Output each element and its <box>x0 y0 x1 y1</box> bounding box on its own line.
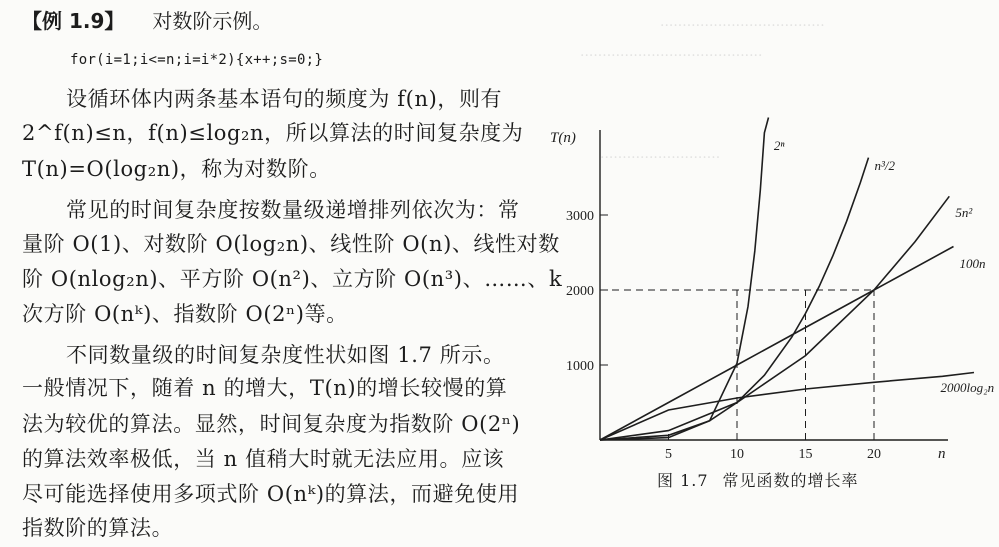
paragraph-line: 常见的时间复杂度按数量级递增排列依次为：常 <box>66 198 520 222</box>
x-tick-label: 5 <box>665 447 672 462</box>
paragraph-line: 指数阶的算法。 <box>22 516 174 540</box>
paragraph-line: 法为较优的算法。显然，时间复杂度为指数阶 O(2ⁿ) <box>22 412 521 436</box>
x-tick-label: 20 <box>867 447 881 462</box>
y-axis-label: T(n) <box>550 130 576 146</box>
x-tick-label: 15 <box>798 447 813 462</box>
figure-number: 图 1.7 <box>657 471 709 490</box>
series-line <box>600 158 869 440</box>
paragraph-line: T(n)=O(log₂n)，称为对数阶。 <box>22 157 331 181</box>
growth-rate-chart <box>540 120 995 462</box>
x-axis-label: n <box>938 446 946 462</box>
paragraph-line: 的算法效率极低，当 n 值稍大时就无法应用。应该 <box>22 447 505 471</box>
series-label: 2000log₂n <box>940 380 995 395</box>
series-label: 5n² <box>955 205 973 220</box>
example-title: 对数阶示例。 <box>152 9 273 33</box>
paragraph-line: 尽可能选择使用多项式阶 O(nᵏ)的算法，而避免使用 <box>22 482 520 506</box>
series-line <box>600 373 974 441</box>
series-label: 100n <box>959 256 986 271</box>
y-tick-label: 3000 <box>566 209 594 224</box>
paragraph-line: 次方阶 O(nᵏ)、指数阶 O(2ⁿ)等。 <box>22 302 348 326</box>
paragraph-line: 2^f(n)≤n，f(n)≤log₂n，所以算法的时间复杂度为 <box>22 121 524 145</box>
example-heading <box>22 5 272 34</box>
series-label: n³/2 <box>874 158 896 173</box>
code-line: for(i=1;i<=n;i=i*2){x++;s=0;} <box>70 52 324 68</box>
paragraph-line: 设循环体内两条基本语句的频度为 f(n)，则有 <box>66 87 503 111</box>
figure-title: 常见函数的增长率 <box>722 471 859 490</box>
series-label: 2ⁿ <box>773 138 785 153</box>
series-line <box>600 196 949 440</box>
y-tick-label: 2000 <box>566 284 594 299</box>
x-tick-label: 10 <box>730 447 744 462</box>
paragraph-line: 不同数量级的时间复杂度性状如图 1.7 所示。 <box>66 343 505 367</box>
example-label: 【例 1.9】 <box>22 9 125 33</box>
paragraph-line: 量阶 O(1)、对数阶 O(log₂n)、线性阶 O(n)、线性对数 <box>22 232 560 256</box>
series-line <box>600 118 769 441</box>
paragraph-line: 一般情况下，随着 n 的增大，T(n)的增长较慢的算 <box>22 376 508 400</box>
paragraph-line: 阶 O(nlog₂n)、平方阶 O(n²)、立方阶 O(n³)、……、k <box>22 267 563 291</box>
series-line <box>600 247 954 441</box>
figure-caption <box>657 468 859 491</box>
bleed-through-text: ····································· ········································· ··························· <box>580 18 825 166</box>
y-tick-label: 1000 <box>566 359 594 374</box>
